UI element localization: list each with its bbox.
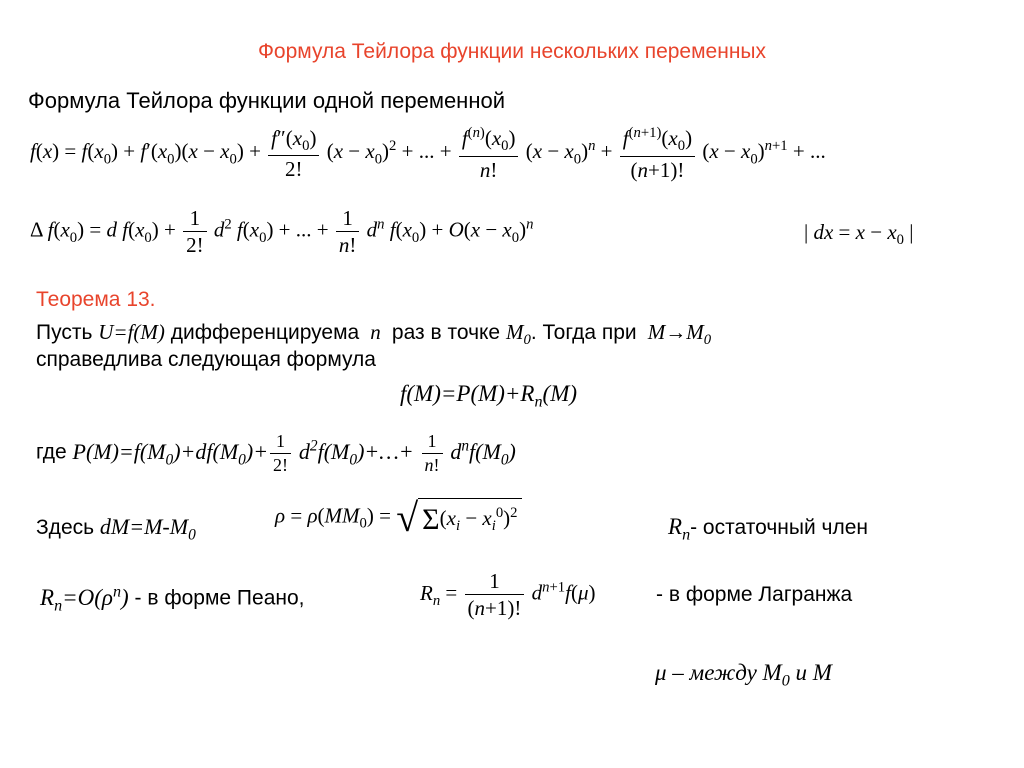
peano-label: - в форме Пеано, [134, 586, 305, 610]
remainder-label: - остаточный член [690, 516, 868, 539]
theorem-differentiable: дифференцируема [170, 321, 360, 344]
where-polynomial: где $P(M)=f(M_0)+df(M_0)+$ $\frac{1}{2!}$ $d^2f(M_0)+\dots+$ $\frac{1}{n!}$ $d^nf(M_0)$ [36, 431, 516, 475]
theorem-prefix: Пусть [36, 321, 93, 344]
delta-f-formula: Δ $f(x_0) = d$ $f(x_0)$ + $\frac{1}{2!}$ $d^2$ $f(x_0)$ + ... + $\frac{1}{n!}$ $d^n$ $f(x_0) + O(x - x_0)^n$ [30, 206, 534, 258]
lagrange-label: - в форме Лагранжа [656, 583, 853, 606]
theorem-times-at-point: раз в точке [391, 321, 501, 344]
lagrange-formula: $R_n$ = $\frac{1}{(n+1)!}$ $d^{n+1}f(\mu)$ [420, 569, 596, 621]
theorem-then: . Тогда при [530, 321, 637, 344]
mu-between-text: – между [672, 660, 757, 685]
dx-definition: | dx = $x - x_0$ | [804, 220, 914, 249]
where-label: где [36, 440, 67, 464]
main-formula: $f(M)=P(M)+R_n(M)$ [400, 381, 578, 411]
theorem-statement-line1: Пусть U=f(M) дифференцируема n раз в точке $M_0$. Тогда при $M\to M_0$ [36, 320, 712, 349]
mu-between-line: μ – между $M_0$ и M [655, 660, 832, 690]
taylor-formula-one-variable: $f(x) = f(x_0) + f'(x_0)(x - x_0)$ + $\frac{f''(x_0)}{2!}$ $(x - x_0)^2$ + ... + $\frac{f^{(n)}(x_0)}{n!}$ $(x - x_0)^n$ + $\frac{f^{(n+1)}(x_0)}{(n+1)!}$ $(x - x_0)^{n+1}$ + ... [30, 125, 826, 182]
theorem-label: Теорема 13. [36, 288, 156, 311]
peano-line: $R_n=O(\rho^n) - в$ форме Пеано, [40, 583, 305, 615]
here-label: Здесь [36, 516, 95, 539]
slide-title: Формула Тейлора функции нескольких переменных [257, 40, 767, 63]
theorem-statement-line2: справедлива следующая формула [36, 348, 376, 371]
mu-and-text: и [795, 660, 808, 685]
here-label-line: Здесь $dM=M-M_0$ [36, 514, 196, 544]
remainder-line: $R_n-$ остаточный член [668, 514, 868, 544]
subtitle-one-variable: Формула Тейлора функции одной переменной [28, 88, 505, 113]
rho-formula: $\rho = \rho(MM_0)$ = √ $\Sigma(x_i - x_i^0)^2$ [275, 494, 522, 541]
